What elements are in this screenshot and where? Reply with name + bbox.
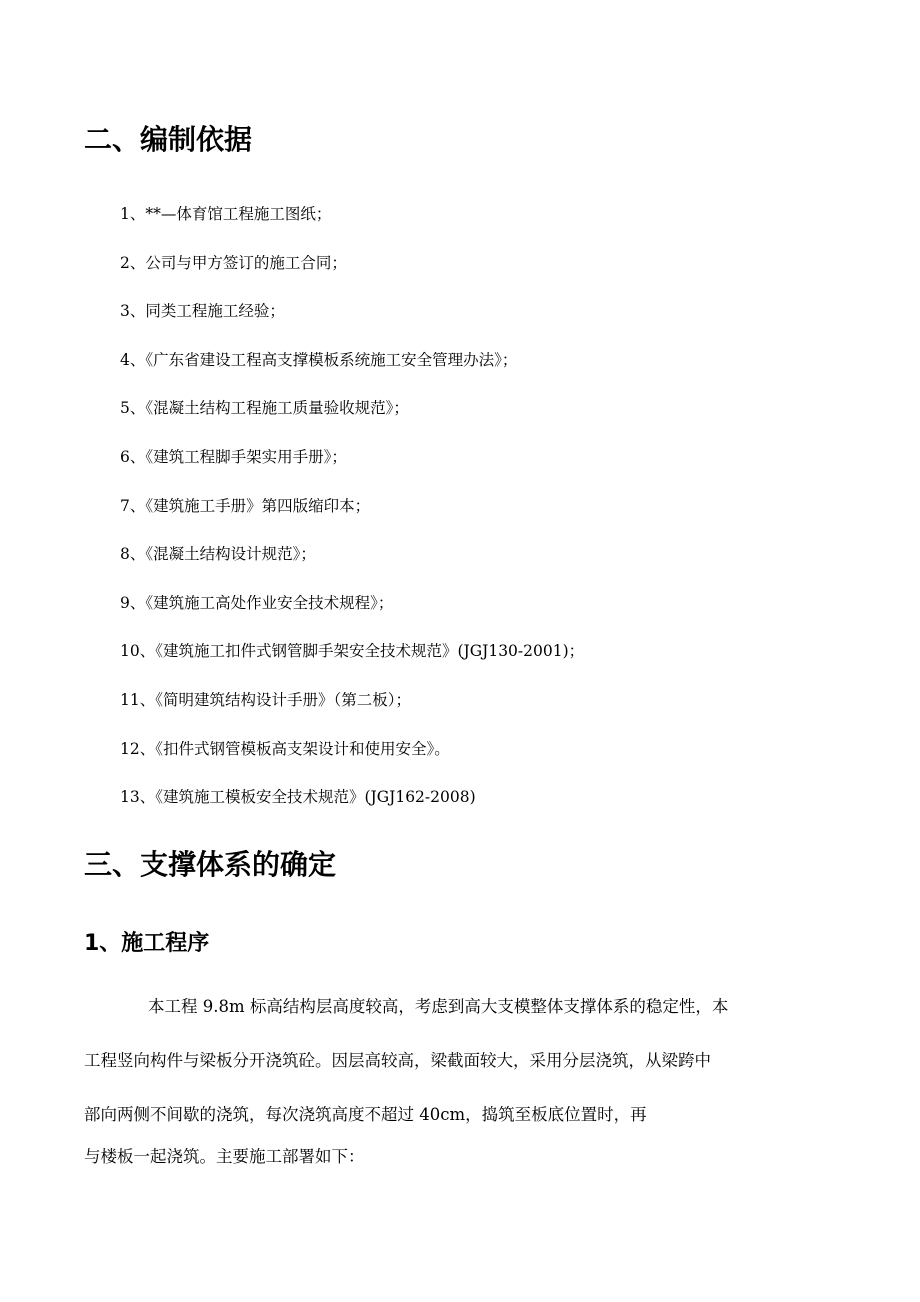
list-item: 5、《混凝土结构工程施工质量验收规范》；	[120, 399, 409, 418]
list-item: 3、同类工程施工经验；	[120, 302, 285, 321]
list-item: 1、**—体育馆工程施工图纸；	[120, 205, 332, 223]
list-item: 9、《建筑施工高处作业安全技术规程》；	[120, 593, 394, 612]
list-item: 13、《建筑施工模板安全技术规范》(JGJ162-2008)	[120, 788, 476, 807]
subsection-title-procedure: 1、施工程序	[84, 931, 210, 956]
list-item: 7、《建筑施工手册》第四版缩印本；	[120, 496, 371, 515]
section-title-support-system: 三、支撑体系的确定	[84, 848, 337, 881]
list-item: 11、《简明建筑结构设计手册》（第二板）；	[120, 690, 411, 709]
paragraph-line: 部向两侧不间歇的浇筑，每次浇筑高度不超过 40cm，捣筑至板底位置时，再	[84, 1105, 647, 1124]
procedure-paragraph	[84, 990, 796, 1174]
list-item: 4、《广东省建设工程高支撑模板系统施工安全管理办法》；	[120, 350, 518, 369]
list-item: 10、《建筑施工扣件式钢管脚手架安全技术规范》(JGJ130-2001)；	[120, 642, 585, 661]
paragraph-line: 与楼板一起浇筑。主要施工部署如下：	[84, 1147, 365, 1166]
reference-list	[120, 201, 584, 833]
section-title-basis: 二、编制依据	[84, 123, 253, 156]
list-item: 12、《扣件式钢管模板高支架设计和使用安全》。	[120, 739, 450, 758]
list-item: 2、公司与甲方签订的施工合同；	[120, 253, 347, 272]
paragraph-line: 工程竖向构件与梁板分开浇筑砼。因层高较高，梁截面较大，采用分层浇筑，从梁跨中	[84, 1051, 711, 1070]
list-item: 8、《混凝土结构设计规范》；	[120, 545, 316, 564]
list-item: 6、《建筑工程脚手架实用手册》；	[120, 447, 347, 466]
paragraph-line: 本工程 9.8m 标高结构层高度较高，考虑到高大支模整体支撑体系的稳定性，本	[148, 997, 729, 1016]
